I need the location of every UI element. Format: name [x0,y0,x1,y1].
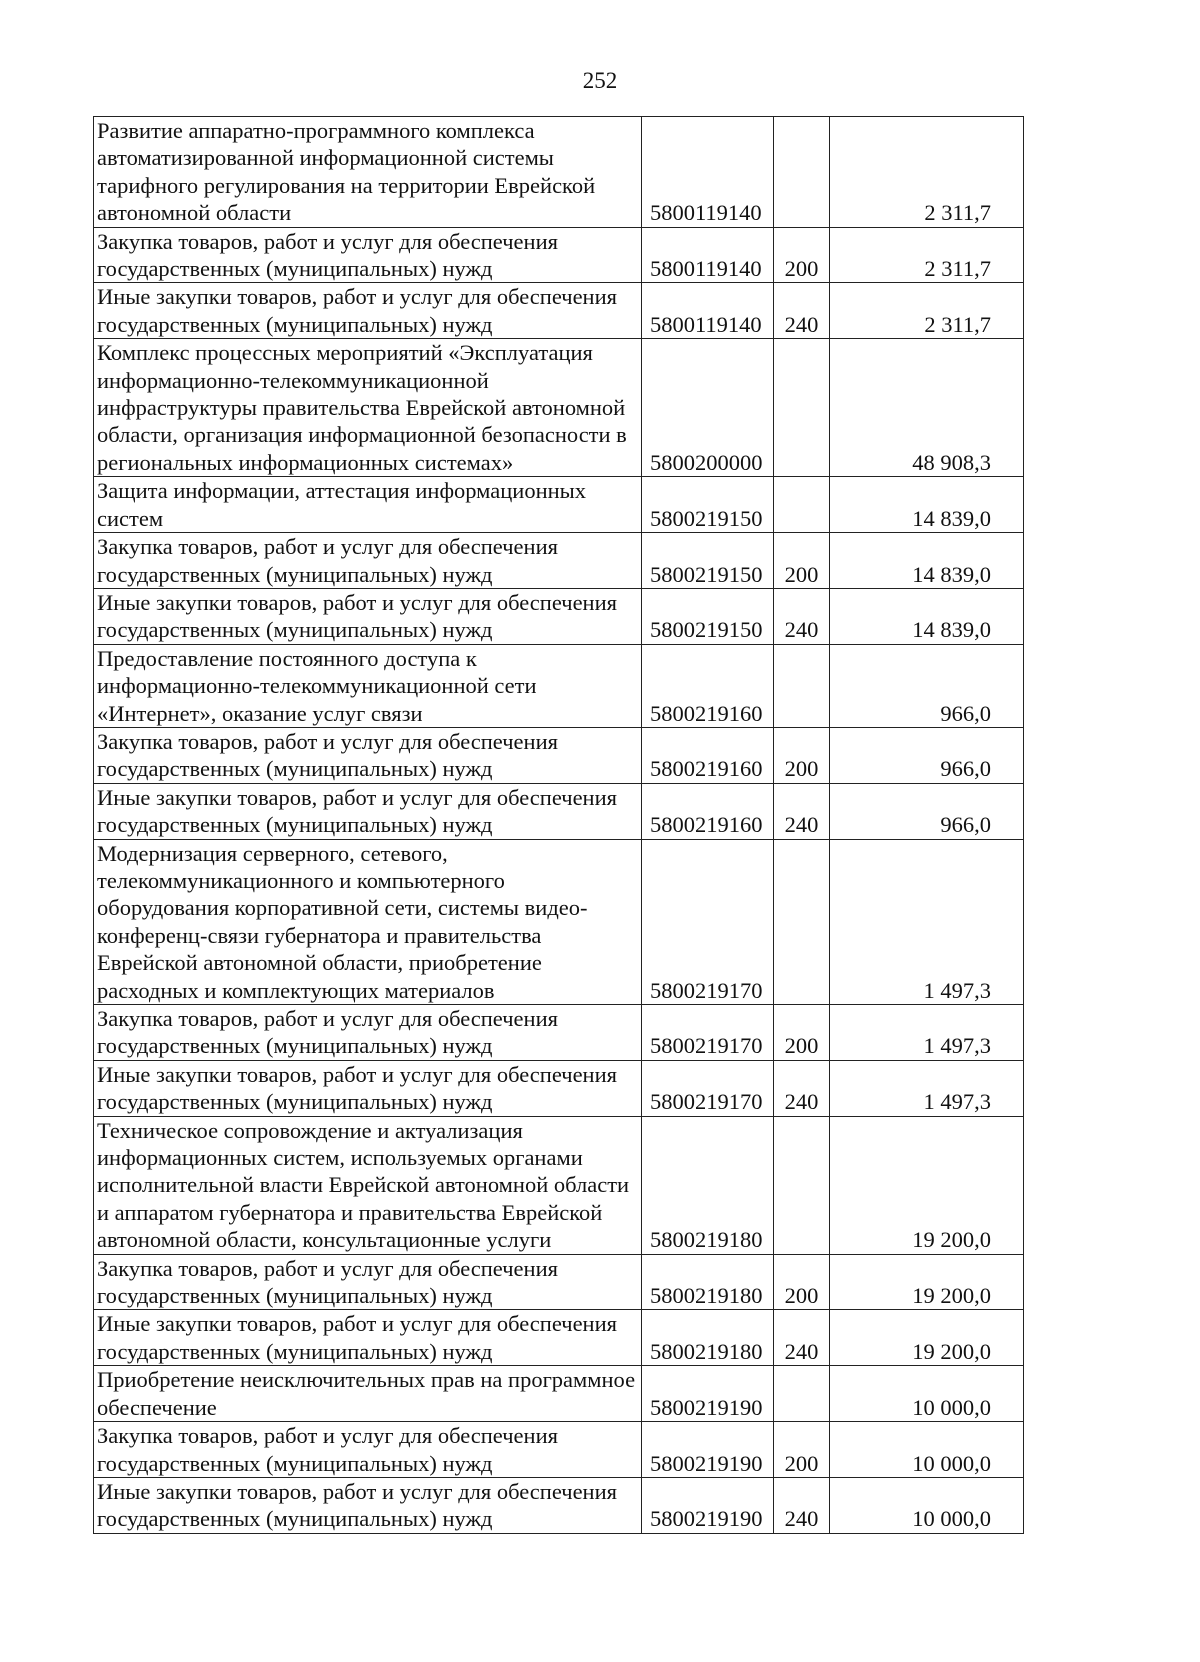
expense-type-cell [774,1116,830,1254]
expense-name-line: «Интернет», оказание услуг связи [97,700,423,726]
expense-name-line: государственных (муниципальных) нужд [97,256,493,282]
table-row [94,1310,1024,1366]
amount-cell: 19 200,0 [830,1310,1024,1366]
target-article-code-cell: 5800219180 [642,1310,774,1366]
expense-type-cell: 200 [774,1005,830,1061]
expense-name-line: инфраструктуры правительства Еврейской автономной [97,395,626,421]
expense-name-line: обеспечение [97,1394,217,1420]
target-article-code-cell: 5800219190 [642,1477,774,1533]
expense-name-line: государственных (муниципальных) нужд [97,561,493,587]
table-row [94,283,1024,339]
expense-name-line: и аппаратом губернатора и правительства Еврейской [97,1199,603,1225]
expense-name-line: Комплекс процессных мероприятий «Эксплуатация [97,340,593,366]
expense-name-line: Еврейской автономной области, приобретение [97,950,542,976]
target-article-code-cell: 5800200000 [642,339,774,477]
amount-cell: 1 497,3 [830,1060,1024,1116]
amount-cell: 19 200,0 [830,1254,1024,1310]
expense-type-cell [774,1366,830,1422]
table-row [94,1005,1024,1061]
target-article-code-cell: 5800219190 [642,1422,774,1478]
target-article-code-cell: 5800219180 [642,1116,774,1254]
target-article-code-cell: 5800219150 [642,477,774,533]
target-article-code-cell: 5800219160 [642,644,774,727]
target-article-code-cell: 5800219170 [642,1005,774,1061]
expense-name-cell [94,1005,642,1061]
target-article-code-cell: 5800119140 [642,227,774,283]
target-article-code-cell: 5800219170 [642,839,774,1004]
table-row [94,1366,1024,1422]
expense-type-cell [774,117,830,228]
table-row [94,1254,1024,1310]
expense-name-cell [94,1366,642,1422]
expense-name-line: Закупка товаров, работ и услуг для обеспечения [97,728,558,754]
table-row [94,117,1024,228]
expense-name-line: Развитие аппаратно-программного комплекса [97,118,535,143]
expense-type-cell: 240 [774,1477,830,1533]
table-row [94,227,1024,283]
amount-cell: 10 000,0 [830,1366,1024,1422]
expense-type-cell: 200 [774,227,830,283]
expense-type-cell: 240 [774,783,830,839]
expense-name-line: Иные закупки товаров, работ и услуг для обеспечения [97,1311,617,1337]
amount-cell: 10 000,0 [830,1477,1024,1533]
expense-name-cell [94,1477,642,1533]
expense-name-line: Закупка товаров, работ и услуг для обеспечения [97,1255,558,1281]
table-row [94,588,1024,644]
expense-name-line: государственных (муниципальных) нужд [97,1283,493,1309]
table-row [94,727,1024,783]
amount-cell: 14 839,0 [830,533,1024,589]
expense-type-cell [774,644,830,727]
expense-name-cell [94,1422,642,1478]
amount-cell: 14 839,0 [830,477,1024,533]
expense-name-cell [94,727,642,783]
expense-name-line: Иные закупки товаров, работ и услуг для обеспечения [97,1478,617,1504]
expense-name-cell [94,1310,642,1366]
expense-name-line: Модернизация серверного, сетевого, [97,840,448,866]
table-row [94,839,1024,1004]
expense-name-line: государственных (муниципальных) нужд [97,1033,493,1059]
expense-type-cell: 240 [774,283,830,339]
expense-type-cell [774,339,830,477]
expense-name-line: систем [97,505,164,531]
expense-type-cell: 240 [774,588,830,644]
expense-type-cell: 200 [774,727,830,783]
expense-name-line: Иные закупки товаров, работ и услуг для обеспечения [97,1061,617,1087]
expense-type-cell: 200 [774,533,830,589]
amount-cell: 1 497,3 [830,1005,1024,1061]
amount-cell: 1 497,3 [830,839,1024,1004]
expense-name-cell [94,533,642,589]
amount-cell: 966,0 [830,644,1024,727]
amount-cell: 48 908,3 [830,339,1024,477]
target-article-code-cell: 5800219190 [642,1366,774,1422]
expense-name-line: Закупка товаров, работ и услуг для обеспечения [97,534,558,560]
amount-cell: 19 200,0 [830,1116,1024,1254]
expense-type-cell: 240 [774,1310,830,1366]
expense-name-line: исполнительной власти Еврейской автономной области [97,1172,630,1198]
table-row [94,644,1024,727]
table-row [94,533,1024,589]
target-article-code-cell: 5800119140 [642,117,774,228]
expense-name-line: информационно-телекоммуникационной сети [97,673,537,699]
expense-name-line: государственных (муниципальных) нужд [97,1450,493,1476]
amount-cell: 2 311,7 [830,283,1024,339]
expense-name-line: Иные закупки товаров, работ и услуг для обеспечения [97,284,617,310]
expense-name-cell [94,1060,642,1116]
expense-name-line: Иные закупки товаров, работ и услуг для обеспечения [97,589,617,615]
budget-table [93,116,1024,1534]
target-article-code-cell: 5800219180 [642,1254,774,1310]
target-article-code-cell: 5800219150 [642,533,774,589]
expense-name-line: автоматизированной информационной системы [97,145,554,171]
expense-name-cell [94,283,642,339]
table-row [94,1060,1024,1116]
expense-name-line: региональных информационных системах» [97,449,514,475]
table-row [94,1477,1024,1533]
amount-cell: 14 839,0 [830,588,1024,644]
expense-name-line: Предоставление постоянного доступа к [97,645,477,671]
amount-cell: 2 311,7 [830,117,1024,228]
expense-name-cell [94,117,642,228]
amount-cell: 2 311,7 [830,227,1024,283]
expense-name-cell [94,477,642,533]
expense-name-line: государственных (муниципальных) нужд [97,1089,493,1115]
expense-name-line: Иные закупки товаров, работ и услуг для обеспечения [97,784,617,810]
expense-name-line: тарифного регулирования на территории Еврейской [97,172,596,198]
expense-name-line: конференц-связи губернатора и правительства [97,922,542,948]
table-row [94,783,1024,839]
expense-name-line: телекоммуникационного и компьютерного [97,867,505,893]
expense-name-cell [94,644,642,727]
expense-name-line: Закупка товаров, работ и услуг для обеспечения [97,1423,558,1449]
expense-name-cell [94,839,642,1004]
expense-type-cell: 240 [774,1060,830,1116]
expense-name-line: государственных (муниципальных) нужд [97,1506,493,1532]
amount-cell: 966,0 [830,727,1024,783]
expense-name-line: Защита информации, аттестация информационных [97,478,587,504]
target-article-code-cell: 5800219160 [642,783,774,839]
expense-name-line: Закупка товаров, работ и услуг для обеспечения [97,1006,558,1031]
expense-type-cell: 200 [774,1254,830,1310]
expense-name-line: области, организация информационной безопасности в [97,422,627,448]
expense-name-line: государственных (муниципальных) нужд [97,756,493,782]
expense-name-line: Техническое сопровождение и актуализация [97,1117,523,1143]
expense-name-line: расходных и комплектующих материалов [97,977,495,1003]
amount-cell: 966,0 [830,783,1024,839]
page-number: 252 [582,68,618,93]
table-body [94,117,1024,1534]
expense-name-line: автономной области [97,200,292,226]
target-article-code-cell: 5800219160 [642,727,774,783]
expense-name-line: государственных (муниципальных) нужд [97,812,493,838]
expense-name-cell [94,227,642,283]
target-article-code-cell: 5800219170 [642,1060,774,1116]
expense-name-line: автономной области, консультационные услуги [97,1227,552,1253]
expense-name-line: государственных (муниципальных) нужд [97,617,493,643]
amount-cell: 10 000,0 [830,1422,1024,1478]
target-article-code-cell: 5800119140 [642,283,774,339]
table-row [94,477,1024,533]
expense-type-cell [774,839,830,1004]
table-row [94,339,1024,477]
table-row [94,1422,1024,1478]
expense-name-cell [94,588,642,644]
target-article-code-cell: 5800219150 [642,588,774,644]
expense-name-line: государственных (муниципальных) нужд [97,1338,493,1364]
expense-name-line: государственных (муниципальных) нужд [97,311,493,337]
expense-name-line: Приобретение неисключительных прав на программное [97,1367,636,1393]
expense-name-cell [94,339,642,477]
expense-type-cell: 200 [774,1422,830,1478]
expense-name-cell [94,783,642,839]
table-row [94,1116,1024,1254]
expense-type-cell [774,477,830,533]
expense-name-line: информационно-телекоммуникационной [97,367,489,393]
expense-name-line: оборудования корпоративной сети, системы видео- [97,895,588,921]
expense-name-cell [94,1254,642,1310]
expense-name-line: Закупка товаров, работ и услуг для обеспечения [97,228,558,254]
expense-name-line: информационных систем, используемых органами [97,1145,583,1171]
expense-name-cell [94,1116,642,1254]
